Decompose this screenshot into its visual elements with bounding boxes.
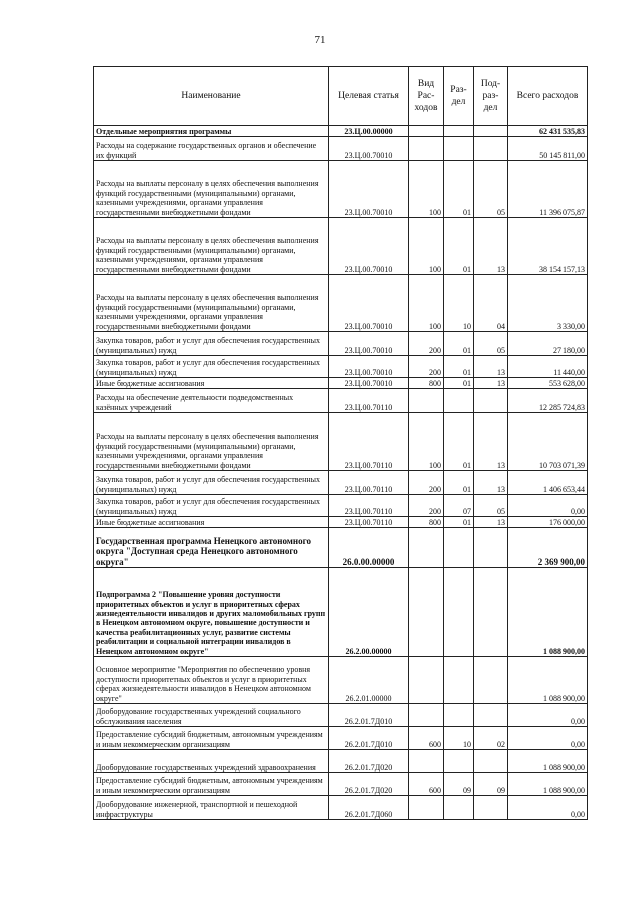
row-name: Расходы на обеспечение деятельности подведомственных казённых учреждений — [94, 389, 329, 413]
row-type — [409, 528, 444, 568]
row-total: 0,00 — [508, 495, 588, 517]
row-name: Дооборудование государственных учреждений здравоохранения — [94, 750, 329, 773]
table-row — [94, 750, 588, 773]
row-subsection: 02 — [474, 727, 508, 750]
row-section: 09 — [444, 773, 474, 796]
row-target: 23.Ц.00.70010 — [329, 137, 409, 161]
row-total: 62 431 535,83 — [508, 126, 588, 137]
row-subsection — [474, 657, 508, 704]
table-row — [94, 389, 588, 413]
table-row — [94, 657, 588, 704]
row-total: 176 000,00 — [508, 517, 588, 528]
row-subsection: 13 — [474, 378, 508, 389]
header-name: Наименование — [94, 67, 329, 126]
row-subsection — [474, 137, 508, 161]
row-name: Государственная программа Ненецкого автономного округа "Доступная среда Ненецкого автономного округа" — [94, 528, 329, 568]
table-row — [94, 773, 588, 796]
row-subsection — [474, 389, 508, 413]
row-section — [444, 568, 474, 657]
row-subsection — [474, 796, 508, 820]
row-total: 1 088 900,00 — [508, 750, 588, 773]
row-target: 23.Ц.00.70010 — [329, 356, 409, 378]
row-subsection — [474, 126, 508, 137]
row-name: Закупка товаров, работ и услуг для обеспечения государственных (муниципальных) нужд — [94, 495, 329, 517]
row-total: 1 088 900,00 — [508, 568, 588, 657]
row-name: Основное мероприятие "Мероприятия по обеспечению уровня доступности приоритетных объектов и услуг в приоритетных сферах жизнедеятельности инвалидов в Ненецком автономном округе" — [94, 657, 329, 704]
row-subsection — [474, 568, 508, 657]
row-type: 600 — [409, 727, 444, 750]
row-type — [409, 657, 444, 704]
row-section — [444, 528, 474, 568]
header-subsection: Под-раз-дел — [474, 67, 508, 126]
row-target: 26.2.01.7Д020 — [329, 773, 409, 796]
row-type — [409, 796, 444, 820]
table-row — [94, 495, 588, 517]
budget-table — [93, 66, 588, 820]
row-name: Расходы на выплаты персоналу в целях обеспечения выполнения функций государственными (муниципальными) органами, казенными учреждениями, органами управления государственными внебюджетными фондами — [94, 161, 329, 218]
row-section — [444, 796, 474, 820]
row-type: 100 — [409, 413, 444, 471]
row-name: Отдельные мероприятия программы — [94, 126, 329, 137]
row-name: Закупка товаров, работ и услуг для обеспечения государственных (муниципальных) нужд — [94, 332, 329, 356]
table-row — [94, 704, 588, 727]
row-name: Дооборудование инженерной, транспортной и пешеходной инфраструктуры — [94, 796, 329, 820]
table-row — [94, 471, 588, 495]
row-total: 1 406 653,44 — [508, 471, 588, 495]
row-type — [409, 704, 444, 727]
row-target: 23.Ц.00.70110 — [329, 471, 409, 495]
table-header-row — [94, 67, 588, 126]
row-type — [409, 137, 444, 161]
row-section: 01 — [444, 356, 474, 378]
row-subsection — [474, 528, 508, 568]
row-target: 23.Ц.00.70010 — [329, 378, 409, 389]
row-type: 800 — [409, 517, 444, 528]
row-total: 0,00 — [508, 796, 588, 820]
row-section: 07 — [444, 495, 474, 517]
row-subsection: 05 — [474, 332, 508, 356]
row-section — [444, 657, 474, 704]
row-name: Иные бюджетные ассигнования — [94, 517, 329, 528]
row-total: 12 285 724,83 — [508, 389, 588, 413]
row-subsection: 13 — [474, 218, 508, 275]
row-target: 23.Ц.00.00000 — [329, 126, 409, 137]
row-subsection: 13 — [474, 413, 508, 471]
row-target: 26.2.01.7Д010 — [329, 727, 409, 750]
table-row — [94, 356, 588, 378]
row-total: 11 396 075,87 — [508, 161, 588, 218]
row-section: 10 — [444, 275, 474, 332]
row-section — [444, 137, 474, 161]
row-type — [409, 750, 444, 773]
row-target: 23.Ц.00.70110 — [329, 389, 409, 413]
table-row — [94, 275, 588, 332]
row-total: 11 440,00 — [508, 356, 588, 378]
table-row — [94, 332, 588, 356]
header-type: Вид Рас-ходов — [409, 67, 444, 126]
row-target: 23.Ц.00.70110 — [329, 413, 409, 471]
row-name: Подпрограмма 2 "Повышение уровня доступности приоритетных объектов и услуг в приоритетных сферах жизнедеятельности инвалидов и других маломобильных групп в Ненецком автономном округе, повышение доступности и качества реабилитационных услуг, развитие системы реабилитации и социальной интеграции инвалидов в Ненецком автономном округе" — [94, 568, 329, 657]
row-section — [444, 704, 474, 727]
header-total: Всего расходов — [508, 67, 588, 126]
row-type — [409, 568, 444, 657]
row-subsection: 05 — [474, 495, 508, 517]
row-total: 0,00 — [508, 704, 588, 727]
row-type: 200 — [409, 332, 444, 356]
row-total: 10 703 071,39 — [508, 413, 588, 471]
row-target: 26.0.00.00000 — [329, 528, 409, 568]
row-type: 200 — [409, 471, 444, 495]
row-name: Расходы на выплаты персоналу в целях обеспечения выполнения функций государственными (муниципальными) органами, казенными учреждениями, органами управления государственными внебюджетными фондами — [94, 275, 329, 332]
row-target: 26.2.01.7Д020 — [329, 750, 409, 773]
row-subsection: 04 — [474, 275, 508, 332]
row-section — [444, 126, 474, 137]
row-total: 1 088 900,00 — [508, 657, 588, 704]
row-type — [409, 389, 444, 413]
row-type: 100 — [409, 218, 444, 275]
row-subsection — [474, 704, 508, 727]
table-row — [94, 126, 588, 137]
row-name: Дооборудование государственных учреждений социального обслуживания населения — [94, 704, 329, 727]
row-name: Закупка товаров, работ и услуг для обеспечения государственных (муниципальных) нужд — [94, 471, 329, 495]
row-section: 01 — [444, 161, 474, 218]
row-target: 26.2.00.00000 — [329, 568, 409, 657]
row-name: Расходы на выплаты персоналу в целях обеспечения выполнения функций государственными (муниципальными) органами, казенными учреждениями, органами управления государственными внебюджетными фондами — [94, 218, 329, 275]
header-target: Целевая статья — [329, 67, 409, 126]
table-row — [94, 161, 588, 218]
row-target: 23.Ц.00.70010 — [329, 275, 409, 332]
row-subsection: 13 — [474, 517, 508, 528]
row-total: 27 180,00 — [508, 332, 588, 356]
row-type: 200 — [409, 495, 444, 517]
header-section: Раз-дел — [444, 67, 474, 126]
row-name: Иные бюджетные ассигнования — [94, 378, 329, 389]
row-name: Предоставление субсидий бюджетным, автономным учреждениям и иным некоммерческим организациям — [94, 773, 329, 796]
table-row — [94, 568, 588, 657]
row-section — [444, 750, 474, 773]
row-type: 100 — [409, 161, 444, 218]
table-row — [94, 517, 588, 528]
row-section: 01 — [444, 218, 474, 275]
table-row — [94, 727, 588, 750]
row-target: 23.Ц.00.70010 — [329, 332, 409, 356]
row-target: 26.2.01.00000 — [329, 657, 409, 704]
row-total: 0,00 — [508, 727, 588, 750]
row-total: 3 330,00 — [508, 275, 588, 332]
row-target: 26.2.01.7Д060 — [329, 796, 409, 820]
row-total: 1 088 900,00 — [508, 773, 588, 796]
row-type: 200 — [409, 356, 444, 378]
row-total: 38 154 157,13 — [508, 218, 588, 275]
row-target: 23.Ц.00.70010 — [329, 218, 409, 275]
row-section: 01 — [444, 517, 474, 528]
row-total: 50 145 811,00 — [508, 137, 588, 161]
row-name: Предоставление субсидий бюджетным, автономным учреждениям и иным некоммерческим организациям — [94, 727, 329, 750]
row-name: Закупка товаров, работ и услуг для обеспечения государственных (муниципальных) нужд — [94, 356, 329, 378]
row-section: 01 — [444, 413, 474, 471]
row-target: 23.Ц.00.70110 — [329, 517, 409, 528]
row-total: 553 628,00 — [508, 378, 588, 389]
table-row — [94, 528, 588, 568]
page-number: 71 — [314, 34, 326, 46]
row-target: 26.2.01.7Д010 — [329, 704, 409, 727]
row-target: 23.Ц.00.70110 — [329, 495, 409, 517]
row-total: 2 369 900,00 — [508, 528, 588, 568]
row-type — [409, 126, 444, 137]
row-section: 01 — [444, 378, 474, 389]
row-subsection: 13 — [474, 356, 508, 378]
table-row — [94, 796, 588, 820]
table-row — [94, 137, 588, 161]
table-row — [94, 413, 588, 471]
row-section: 01 — [444, 471, 474, 495]
row-type: 600 — [409, 773, 444, 796]
row-subsection: 13 — [474, 471, 508, 495]
row-subsection — [474, 750, 508, 773]
row-type: 100 — [409, 275, 444, 332]
row-section: 01 — [444, 332, 474, 356]
row-name: Расходы на содержание государственных органов и обеспечение их функций — [94, 137, 329, 161]
row-section: 10 — [444, 727, 474, 750]
row-subsection: 09 — [474, 773, 508, 796]
row-subsection: 05 — [474, 161, 508, 218]
table-row — [94, 218, 588, 275]
row-section — [444, 389, 474, 413]
table-row — [94, 378, 588, 389]
row-target: 23.Ц.00.70010 — [329, 161, 409, 218]
row-type: 800 — [409, 378, 444, 389]
row-name: Расходы на выплаты персоналу в целях обеспечения выполнения функций государственными (муниципальными) органами, казенными учреждениями, органами управления государственными внебюджетными фондами — [94, 413, 329, 471]
